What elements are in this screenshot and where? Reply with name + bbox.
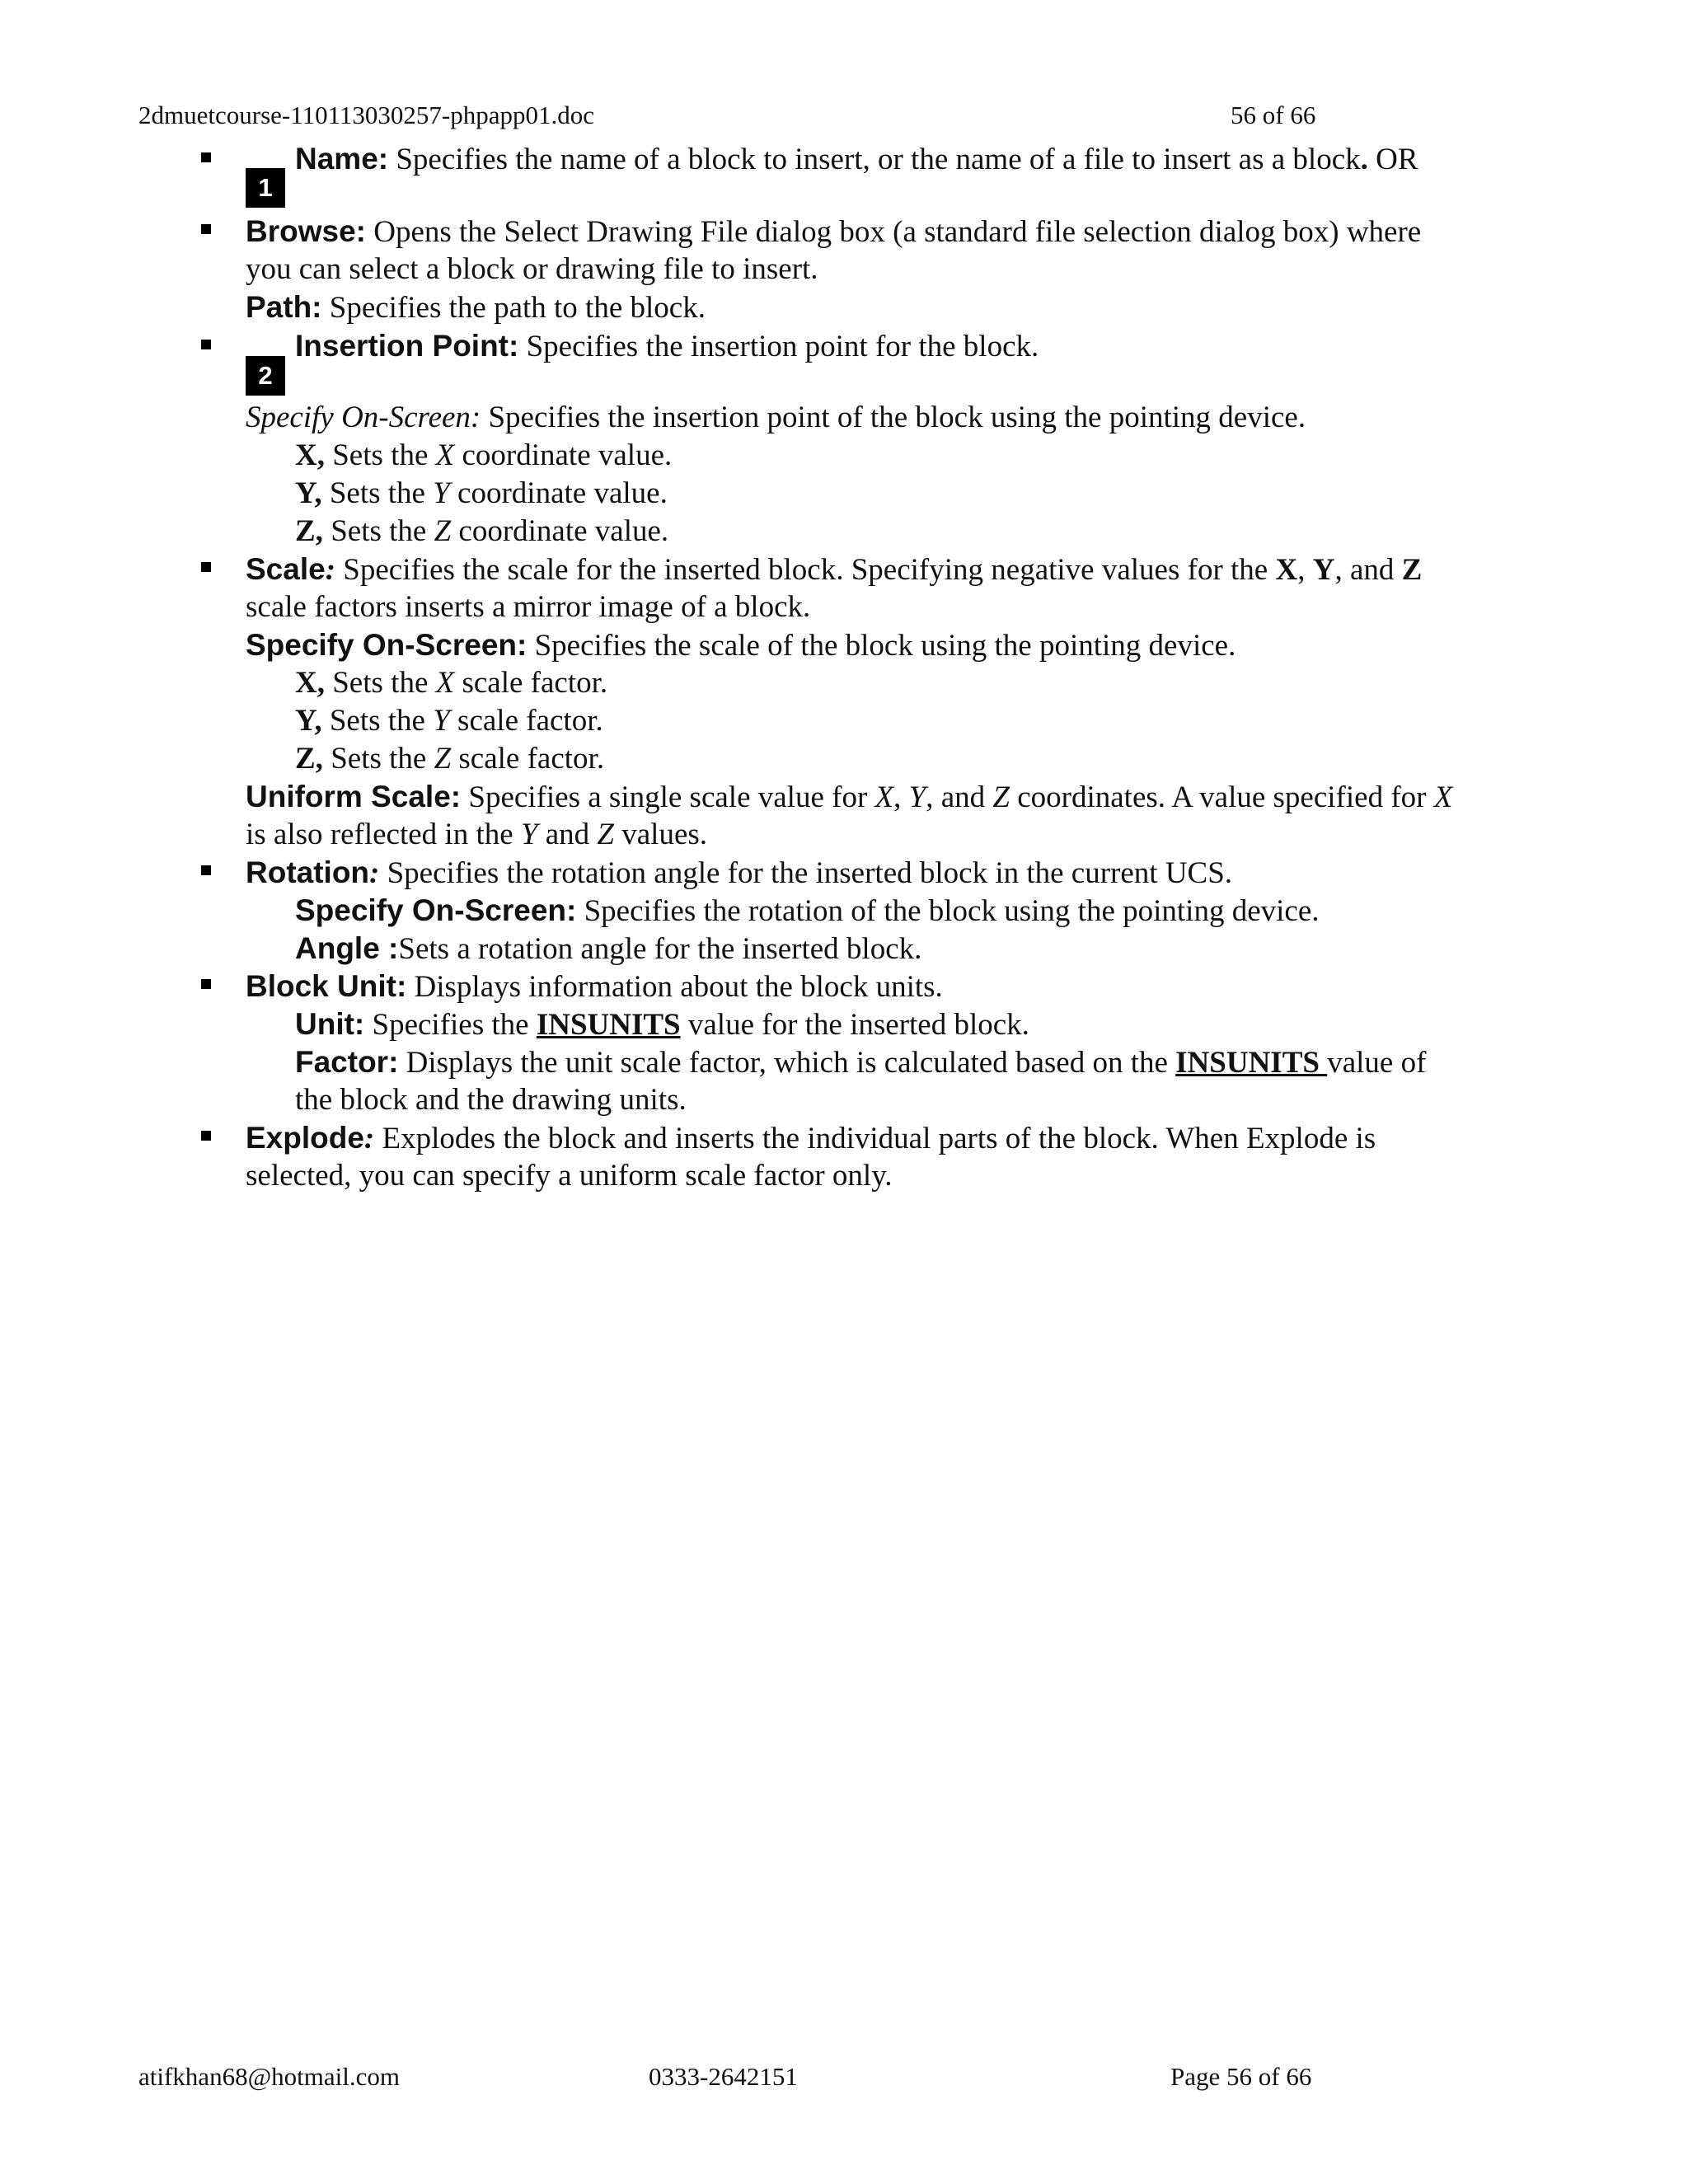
bullet-marker xyxy=(201,340,211,349)
scale-on-screen-line: Specify On-Screen: Specifies the scale of the block using the pointing device. xyxy=(246,628,1236,663)
factor-line: Factor: Displays the unit scale factor, which is calculated based on the INSUNITS value of xyxy=(295,1045,1427,1080)
unit-line: Unit: Specifies the INSUNITS value for the inserted block. xyxy=(295,1007,1029,1042)
scale-x-line: X, Sets the X scale factor. xyxy=(295,666,608,700)
path-text: Specifies the path to the block. xyxy=(321,291,706,325)
factor-line-2: the block and the drawing units. xyxy=(295,1083,687,1117)
insertion-on-screen-line xyxy=(246,399,1306,437)
name-item-line xyxy=(295,140,1418,179)
name-dot: . xyxy=(1360,143,1368,176)
bullet-marker xyxy=(201,562,211,572)
insertion-label: Insertion Point: xyxy=(295,329,519,363)
callout-badge-1: 1 xyxy=(246,168,285,208)
browse-label: Browse: xyxy=(246,214,366,248)
browse-text: Opens the Select Drawing File dialog box (a standard file selection dialog box) where xyxy=(365,215,1422,249)
browse-item-line xyxy=(246,213,1421,251)
explode-label: Explode xyxy=(246,1121,364,1155)
callout-badge-2: 2 xyxy=(246,356,285,396)
footer-page-number: Page 56 of 66 xyxy=(1170,2062,1312,2091)
bullet-marker xyxy=(201,979,211,989)
rotation-on-screen-line: Specify On-Screen: Specifies the rotation of the block using the pointing device. xyxy=(295,893,1320,928)
path-label: Path: xyxy=(246,290,322,324)
footer-phone: 0333-2642151 xyxy=(649,2062,798,2091)
bullet-marker xyxy=(201,224,211,234)
insertion-z-line: Z, Sets the Z coordinate value. xyxy=(295,514,669,548)
name-text: Specifies the name of a block to insert, or the name of a file to insert as a block xyxy=(388,143,1361,176)
bullet-marker xyxy=(201,1131,211,1141)
header-filename: 2dmuetcourse-110113030257-phpapp01.doc xyxy=(138,101,595,129)
name-label: Name: xyxy=(295,142,389,176)
scale-z-line: Z, Sets the Z scale factor. xyxy=(295,742,605,776)
insertion-y-line: Y, Sets the Y coordinate value. xyxy=(295,476,668,510)
block-unit-item-line: Block Unit: Displays information about the block units. xyxy=(246,969,943,1004)
explode-item-line: Explode: Explodes the block and inserts the individual parts of the block. When Explode is xyxy=(246,1121,1376,1155)
insertion-item-line xyxy=(295,327,1039,366)
header-page-count: 56 of 66 xyxy=(1231,101,1316,129)
insunits-link[interactable]: INSUNITS xyxy=(1175,1046,1328,1080)
rotation-label: Rotation xyxy=(246,855,370,889)
uniform-scale-line: Uniform Scale: Specifies a single scale value for X, Y, and Z coordinates. A value specified for X xyxy=(246,780,1453,814)
insertion-on-screen-label: Specify On-Screen: xyxy=(246,401,481,434)
bullet-marker xyxy=(201,865,211,875)
rotation-angle-line: Angle :Sets a rotation angle for the inserted block. xyxy=(295,931,922,966)
path-line xyxy=(246,288,706,327)
insertion-x-line: X, Sets the X coordinate value. xyxy=(295,438,673,472)
explode-line-2: selected, you can specify a uniform scale factor only. xyxy=(246,1159,893,1193)
footer-email: atifkhan68@hotmail.com xyxy=(138,2062,400,2091)
name-or: OR xyxy=(1367,143,1418,176)
block-unit-label: Block Unit: xyxy=(246,969,407,1003)
scale-y-line: Y, Sets the Y scale factor. xyxy=(295,704,603,738)
insunits-link[interactable]: INSUNITS xyxy=(536,1008,681,1042)
bullet-marker xyxy=(201,152,211,162)
insertion-on-screen-text: Specifies the insertion point of the block using the pointing device. xyxy=(481,401,1306,434)
uniform-scale-line-2: is also reflected in the Y and Z values. xyxy=(246,818,708,851)
scale-line-2: scale factors inserts a mirror image of a block. xyxy=(246,590,811,624)
scale-label: Scale xyxy=(246,552,326,586)
browse-line-2: you can select a block or drawing file to insert. xyxy=(246,252,818,286)
rotation-item-line: Rotation: Specifies the rotation angle for the inserted block in the current UCS. xyxy=(246,855,1233,890)
scale-item-line: Scale: Specifies the scale for the inserted block. Specifying negative values for the X, Y, and Z xyxy=(246,552,1423,587)
insertion-text: Specifies the insertion point for the block. xyxy=(518,330,1039,363)
